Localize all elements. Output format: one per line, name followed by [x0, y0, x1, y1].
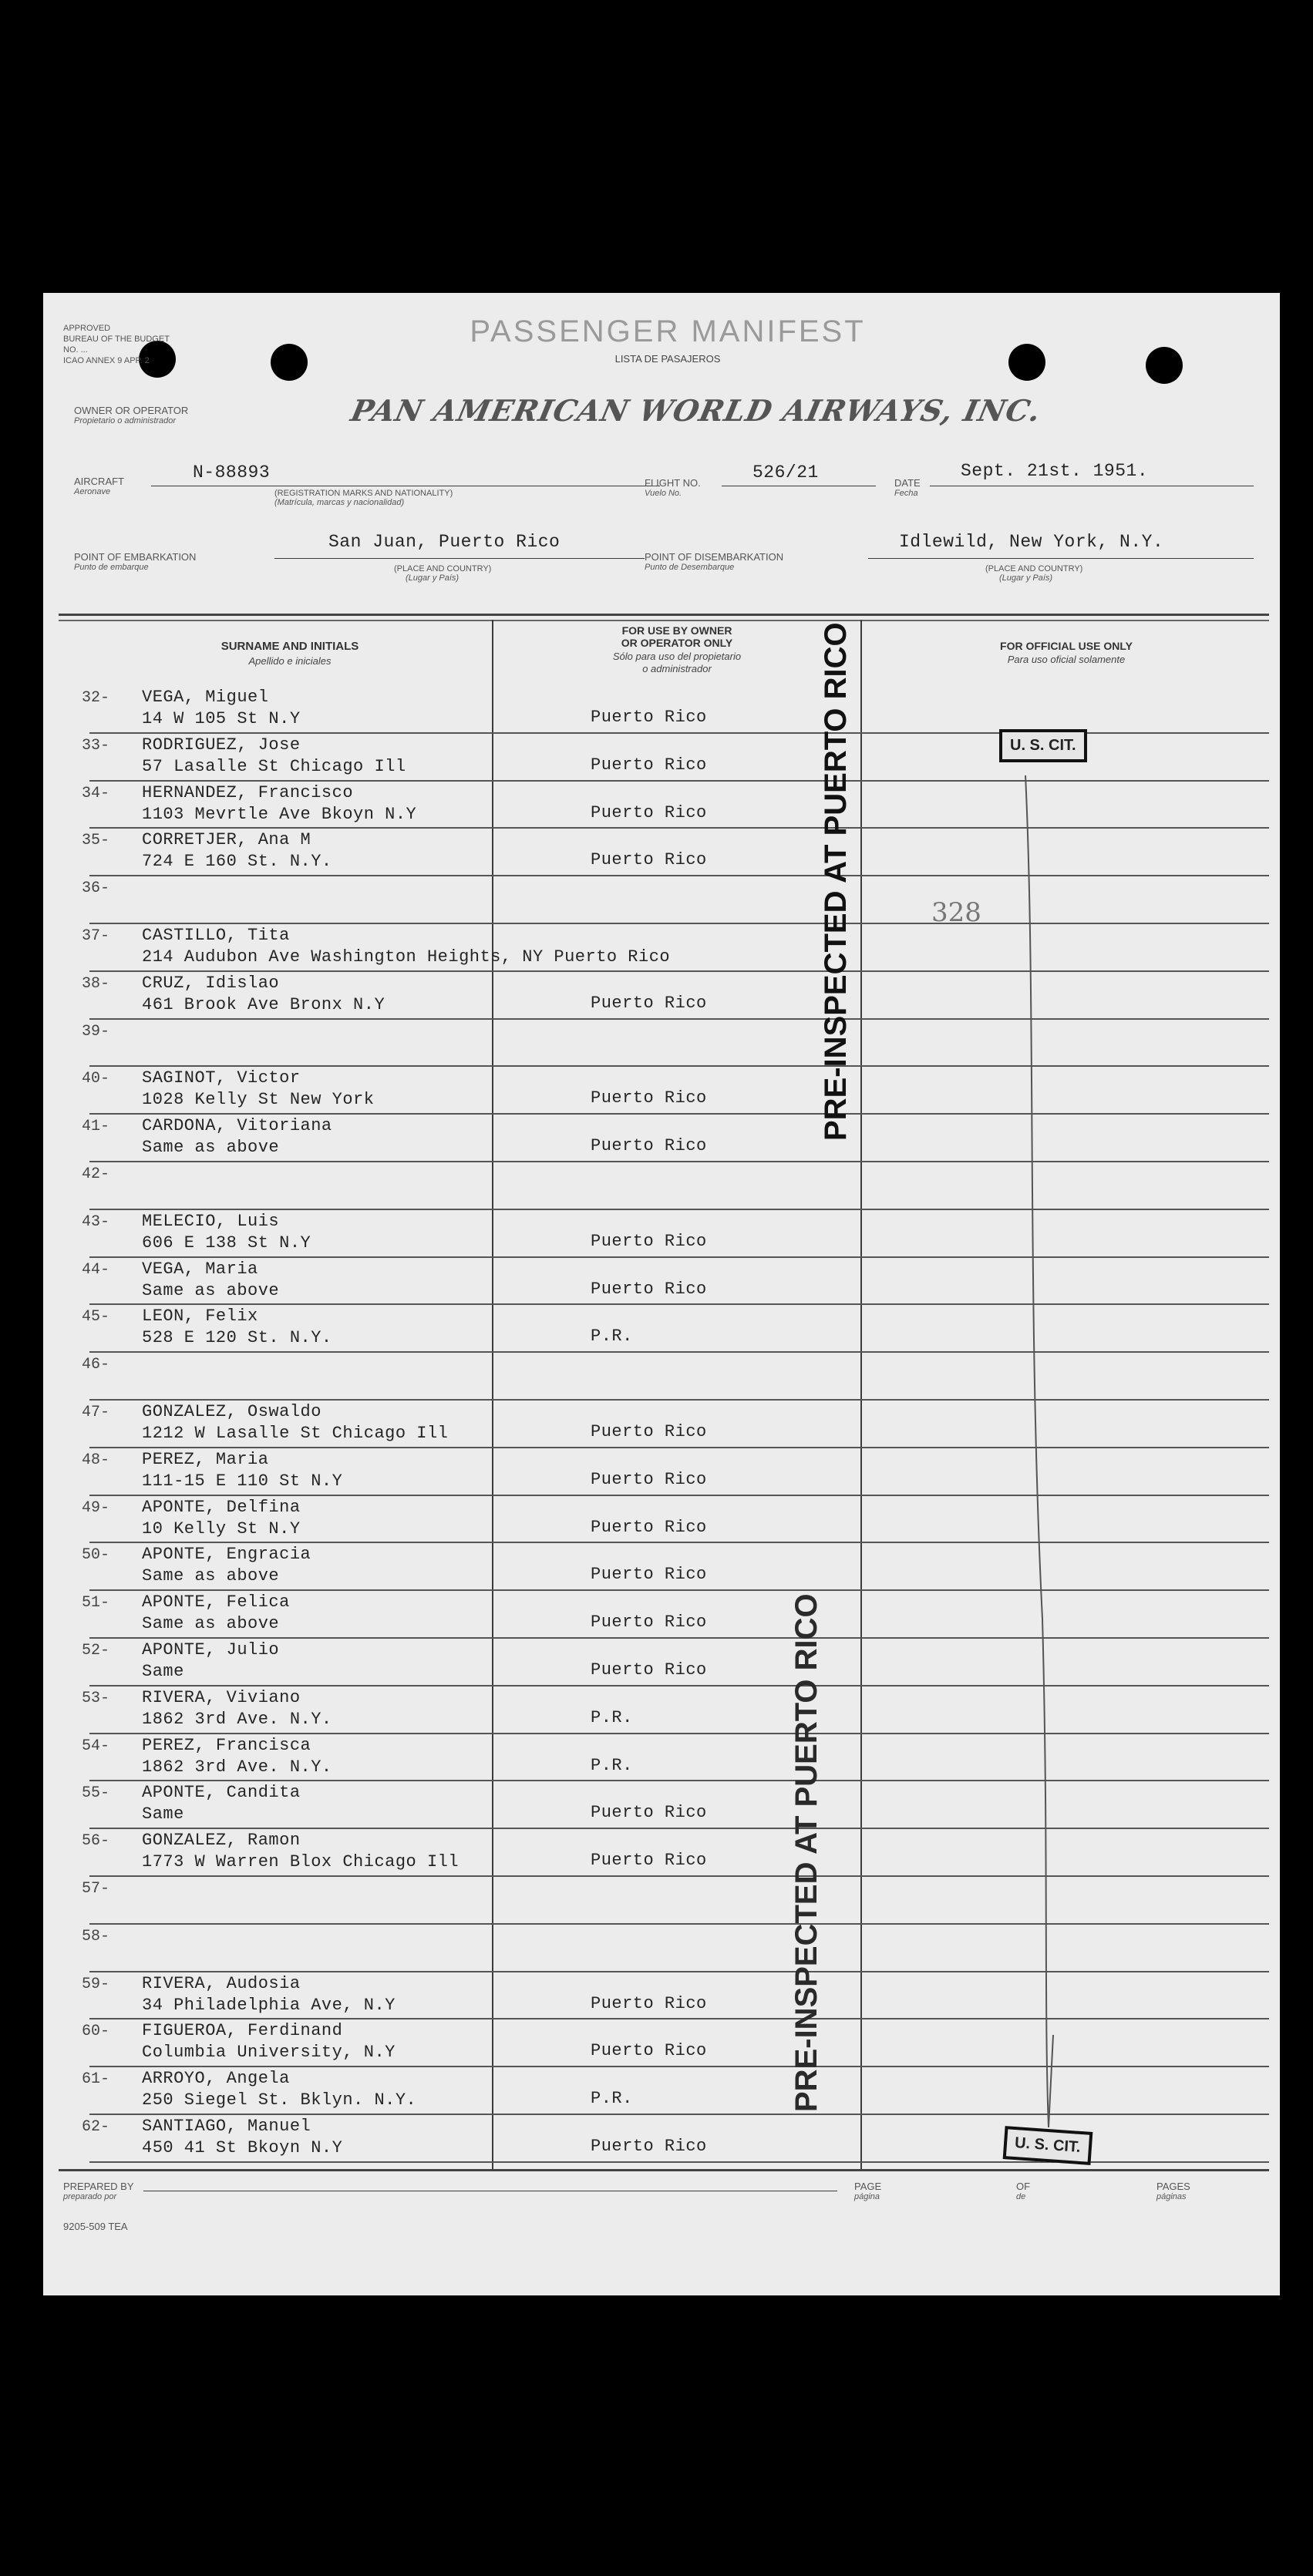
- passenger-origin: Puerto Rico: [591, 1565, 707, 1585]
- aircraft-label-es: Aeronave: [74, 487, 111, 496]
- passenger-address: 1103 Mevrtle Ave Bkoyn N.Y: [142, 804, 417, 824]
- row-number: 59-: [82, 1975, 110, 1993]
- row-divider: [89, 2066, 1269, 2067]
- passenger-address: Columbia University, N.Y: [142, 2043, 396, 2063]
- date-value: Sept. 21st. 1951.: [961, 461, 1149, 481]
- row-number: 52-: [82, 1642, 110, 1660]
- prepared-by-label-es: preparado por: [63, 2192, 117, 2201]
- approval-line: ICAO ANNEX 9 APP. 2: [63, 356, 150, 365]
- prepared-by-label: PREPARED BY: [63, 2181, 134, 2192]
- row-number: 60-: [82, 2023, 110, 2041]
- row-divider: [89, 2161, 1269, 2163]
- passenger-name: SAGINOT, Victor: [142, 1068, 301, 1088]
- passenger-address: 214 Audubon Ave Washington Heights, NY Puerto Rico: [142, 947, 671, 967]
- passenger-address: 1862 3rd Ave. N.Y.: [142, 1757, 332, 1777]
- row-number: 53-: [82, 1689, 110, 1707]
- passenger-address: 1212 W Lasalle St Chicago Ill: [142, 1424, 449, 1443]
- row-divider: [89, 1399, 1269, 1401]
- row-divider: [89, 1542, 1269, 1543]
- passenger-origin: Puerto Rico: [591, 1851, 707, 1871]
- flight-value: 526/21: [752, 462, 819, 483]
- passenger-address: Same as above: [142, 1566, 280, 1586]
- embark-label: POINT OF EMBARKATION: [74, 551, 197, 563]
- row-number: 47-: [82, 1404, 110, 1421]
- form-title: PASSENGER MANIFEST: [470, 314, 866, 348]
- passenger-origin: Puerto Rico: [591, 1517, 707, 1537]
- date-label: DATE: [894, 477, 921, 489]
- passenger-address: 34 Philadelphia Ave, N.Y: [142, 1995, 396, 2015]
- us-cit-stamp: U. S. CIT.: [999, 729, 1087, 762]
- row-number: 43-: [82, 1212, 110, 1231]
- col-operator-header-es: o administrador: [642, 663, 712, 674]
- table-top-border: [59, 614, 1269, 616]
- count-stamp: 328: [931, 897, 981, 928]
- row-number: 58-: [82, 1927, 110, 1945]
- row-divider: [89, 1209, 1269, 1210]
- passenger-address: 14 W 105 St N.Y: [142, 709, 301, 728]
- preinspected-stamp: PRE-INSPECTED AT PUERTO RICO: [819, 622, 853, 1141]
- aircraft-sub: (REGISTRATION MARKS AND NATIONALITY): [274, 489, 453, 498]
- row-number: 55-: [82, 1784, 110, 1803]
- row-number: 45-: [82, 1308, 110, 1327]
- row-number: 33-: [82, 736, 110, 755]
- punch-hole: [1008, 344, 1045, 381]
- manifest-sheet: [43, 293, 1280, 2295]
- page-label-es: página: [854, 2192, 880, 2201]
- place-label-2: (PLACE AND COUNTRY): [985, 564, 1083, 573]
- date-label-es: Fecha: [894, 489, 918, 498]
- row-number: 61-: [82, 2070, 110, 2089]
- row-divider: [89, 827, 1269, 829]
- passenger-origin: Puerto Rico: [591, 1231, 707, 1251]
- disembark-value: Idlewild, New York, N.Y.: [899, 532, 1164, 552]
- passenger-origin: Puerto Rico: [591, 755, 707, 775]
- row-divider: [89, 875, 1269, 876]
- row-divider: [89, 1637, 1269, 1639]
- passenger-name: CARDONA, Vitoriana: [142, 1116, 332, 1136]
- table-bottom-border: [59, 2169, 1269, 2171]
- col-surname-header: SURNAME AND INITIALS: [221, 640, 359, 653]
- pages-label-es: páginas: [1156, 2192, 1187, 2201]
- passenger-name: APONTE, Julio: [142, 1640, 280, 1660]
- form-number: 9205-509 TEA: [63, 2221, 128, 2232]
- passenger-address: 724 E 160 St. N.Y.: [142, 852, 332, 872]
- passenger-origin: Puerto Rico: [591, 2041, 707, 2061]
- passenger-origin: Puerto Rico: [591, 1469, 707, 1489]
- aircraft-value: N-88893: [193, 462, 271, 483]
- pages-label: PAGES: [1156, 2181, 1190, 2192]
- row-number: 32-: [82, 689, 110, 707]
- row-number: 57-: [82, 1880, 110, 1898]
- row-divider: [89, 1971, 1269, 1972]
- passenger-origin: Puerto Rico: [591, 1613, 707, 1633]
- passenger-address: 57 Lasalle St Chicago Ill: [142, 756, 406, 776]
- row-number: 38-: [82, 974, 110, 993]
- row-number: 44-: [82, 1260, 110, 1279]
- passenger-name: PEREZ, Francisca: [142, 1735, 311, 1755]
- passenger-origin: Puerto Rico: [591, 1136, 707, 1156]
- divider: [274, 558, 645, 559]
- us-cit-stamp: U. S. CIT.: [1003, 2126, 1092, 2165]
- column-divider: [492, 620, 493, 2169]
- place-label-es: (Lugar y País): [406, 573, 460, 583]
- approval-line: BUREAU OF THE BUDGET: [63, 335, 170, 344]
- row-number: 46-: [82, 1356, 110, 1374]
- col-operator-header: FOR USE BY OWNER: [621, 624, 732, 637]
- passenger-name: HERNANDEZ, Francisco: [142, 782, 354, 802]
- row-number: 50-: [82, 1546, 110, 1565]
- passenger-origin: Puerto Rico: [591, 850, 707, 870]
- row-divider: [89, 732, 1269, 734]
- passenger-address: 1862 3rd Ave. N.Y.: [142, 1709, 332, 1729]
- passenger-name: APONTE, Delfina: [142, 1497, 301, 1517]
- passenger-address: 10 Kelly St N.Y: [142, 1518, 301, 1539]
- passenger-origin: Puerto Rico: [591, 1422, 707, 1441]
- row-divider: [89, 1256, 1269, 1258]
- page-label: PAGE: [854, 2181, 882, 2192]
- passenger-address: 528 E 120 St. N.Y.: [142, 1328, 332, 1348]
- row-divider: [89, 2018, 1269, 2019]
- passenger-address: Same as above: [142, 1614, 280, 1634]
- row-divider: [89, 1923, 1269, 1925]
- passenger-name: RIVERA, Viviano: [142, 1687, 301, 1707]
- row-number: 36-: [82, 879, 110, 898]
- passenger-origin: Puerto Rico: [591, 1803, 707, 1823]
- passenger-name: RODRIGUEZ, Jose: [142, 735, 301, 755]
- passenger-origin: Puerto Rico: [591, 1088, 707, 1108]
- passenger-name: RIVERA, Audosia: [142, 1973, 301, 1993]
- row-number: 48-: [82, 1451, 110, 1469]
- passenger-name: APONTE, Engracia: [142, 1545, 311, 1565]
- passenger-origin: Puerto Rico: [591, 1993, 707, 2013]
- passenger-origin: P.R.: [591, 1707, 633, 1727]
- aircraft-label: AIRCRAFT: [74, 476, 124, 487]
- embark-value: San Juan, Puerto Rico: [328, 532, 561, 552]
- passenger-name: APONTE, Felica: [142, 1592, 290, 1613]
- passenger-address: Same: [142, 1804, 184, 1824]
- passenger-address: 461 Brook Ave Bronx N.Y: [142, 994, 385, 1014]
- passenger-origin: Puerto Rico: [591, 2137, 707, 2156]
- passenger-name: ARROYO, Angela: [142, 2069, 290, 2089]
- row-divider: [89, 1161, 1269, 1162]
- form-subtitle: LISTA DE PASAJEROS: [614, 353, 721, 365]
- passenger-address: 1028 Kelly St New York: [142, 1090, 375, 1110]
- row-divider: [89, 1351, 1269, 1353]
- row-number: 49-: [82, 1498, 110, 1517]
- place-label: (PLACE AND COUNTRY): [394, 564, 492, 573]
- column-divider: [860, 620, 862, 2169]
- passenger-name: LEON, Felix: [142, 1306, 258, 1327]
- passenger-name: CRUZ, Idislao: [142, 973, 280, 993]
- passenger-name: VEGA, Maria: [142, 1259, 258, 1279]
- passenger-name: VEGA, Miguel: [142, 688, 269, 707]
- passenger-origin: Puerto Rico: [591, 802, 707, 822]
- row-number: 42-: [82, 1165, 110, 1183]
- embark-label-es: Punto de embarque: [74, 563, 149, 572]
- row-divider: [89, 1875, 1269, 1877]
- approval-line: NO. ...: [63, 345, 88, 355]
- disembark-label-es: Punto de Desembarque: [645, 563, 735, 572]
- passenger-name: PEREZ, Maria: [142, 1449, 269, 1469]
- owner-label-es: Propietario o administrador: [74, 416, 177, 425]
- flight-label: FLIGHT NO.: [645, 477, 701, 489]
- row-divider: [89, 2114, 1269, 2115]
- passenger-address: 250 Siegel St. Bklyn. N.Y.: [142, 2090, 417, 2110]
- passenger-address: Same: [142, 1662, 184, 1681]
- row-number: 56-: [82, 1832, 110, 1851]
- owner-label: OWNER OR OPERATOR: [74, 405, 189, 416]
- row-divider: [89, 780, 1269, 782]
- passenger-address: 606 E 138 St N.Y: [142, 1233, 311, 1253]
- row-divider: [89, 1065, 1269, 1067]
- row-number: 41-: [82, 1118, 110, 1136]
- passenger-address: Same as above: [142, 1138, 280, 1158]
- flight-label-es: Vuelo No.: [645, 489, 682, 498]
- row-divider: [89, 1495, 1269, 1496]
- passenger-name: CASTILLO, Tita: [142, 926, 290, 945]
- col-surname-header-es: Apellido e iniciales: [248, 655, 332, 667]
- passenger-name: GONZALEZ, Ramon: [142, 1831, 301, 1851]
- of-label-es: de: [1016, 2192, 1026, 2201]
- punch-hole: [271, 344, 308, 381]
- row-number: 51-: [82, 1594, 110, 1613]
- row-divider: [89, 1303, 1269, 1305]
- row-divider: [89, 1733, 1269, 1734]
- passenger-name: FIGUEROA, Ferdinand: [142, 2021, 343, 2041]
- row-divider: [89, 1589, 1269, 1591]
- row-number: 35-: [82, 832, 110, 850]
- table-top-border: [59, 620, 1269, 621]
- passenger-name: MELECIO, Luis: [142, 1211, 280, 1231]
- col-official-header: FOR OFFICIAL USE ONLY: [1000, 640, 1133, 652]
- passenger-address: 450 41 St Bkoyn N.Y: [142, 2138, 343, 2157]
- col-operator-header-es: Sólo para uso del propietario: [612, 651, 742, 662]
- place-label-2-es: (Lugar y País): [999, 573, 1053, 583]
- passenger-origin: P.R.: [591, 2089, 633, 2109]
- aircraft-sub-es: (Matrícula, marcas y nacionalidad): [274, 498, 405, 507]
- row-divider: [89, 1447, 1269, 1448]
- disembark-label: POINT OF DISEMBARKATION: [645, 551, 784, 563]
- passenger-name: CORRETJER, Ana M: [142, 830, 311, 850]
- approval-line: APPROVED: [63, 324, 111, 333]
- operator-name: PAN AMERICAN WORLD AIRWAYS, INC.: [348, 393, 1045, 428]
- passenger-origin: P.R.: [591, 1755, 633, 1775]
- row-number: 54-: [82, 1737, 110, 1755]
- passenger-name: APONTE, Candita: [142, 1783, 301, 1803]
- divider: [868, 558, 1254, 559]
- handwritten-bracket-line: [1022, 771, 1069, 2143]
- preinspected-stamp: PRE-INSPECTED AT PUERTO RICO: [789, 1593, 823, 2112]
- row-divider: [89, 970, 1269, 972]
- row-number: 39-: [82, 1022, 110, 1041]
- col-official-header-es: Para uso oficial solamente: [1007, 654, 1126, 665]
- passenger-name: GONZALEZ, Oswaldo: [142, 1402, 322, 1421]
- passenger-name: SANTIAGO, Manuel: [142, 2117, 311, 2136]
- row-divider: [89, 1828, 1269, 1829]
- passenger-address: 1773 W Warren Blox Chicago Ill: [142, 1852, 460, 1872]
- punch-hole: [1146, 347, 1183, 384]
- row-number: 34-: [82, 784, 110, 802]
- of-label: OF: [1016, 2181, 1031, 2192]
- passenger-origin: P.R.: [591, 1327, 633, 1347]
- row-number: 40-: [82, 1070, 110, 1088]
- row-divider: [89, 1113, 1269, 1115]
- passenger-origin: Puerto Rico: [591, 993, 707, 1013]
- row-divider: [89, 1780, 1269, 1781]
- row-divider: [89, 1685, 1269, 1687]
- row-number: 62-: [82, 2118, 110, 2136]
- row-number: 37-: [82, 927, 110, 945]
- passenger-origin: Puerto Rico: [591, 1660, 707, 1680]
- passenger-address: 111-15 E 110 St N.Y: [142, 1471, 343, 1491]
- col-operator-header: OR OPERATOR ONLY: [621, 637, 733, 649]
- passenger-address: Same as above: [142, 1280, 280, 1300]
- passenger-origin: Puerto Rico: [591, 1279, 707, 1299]
- row-divider: [89, 1018, 1269, 1020]
- passenger-origin: Puerto Rico: [591, 708, 707, 727]
- row-divider: [89, 923, 1269, 924]
